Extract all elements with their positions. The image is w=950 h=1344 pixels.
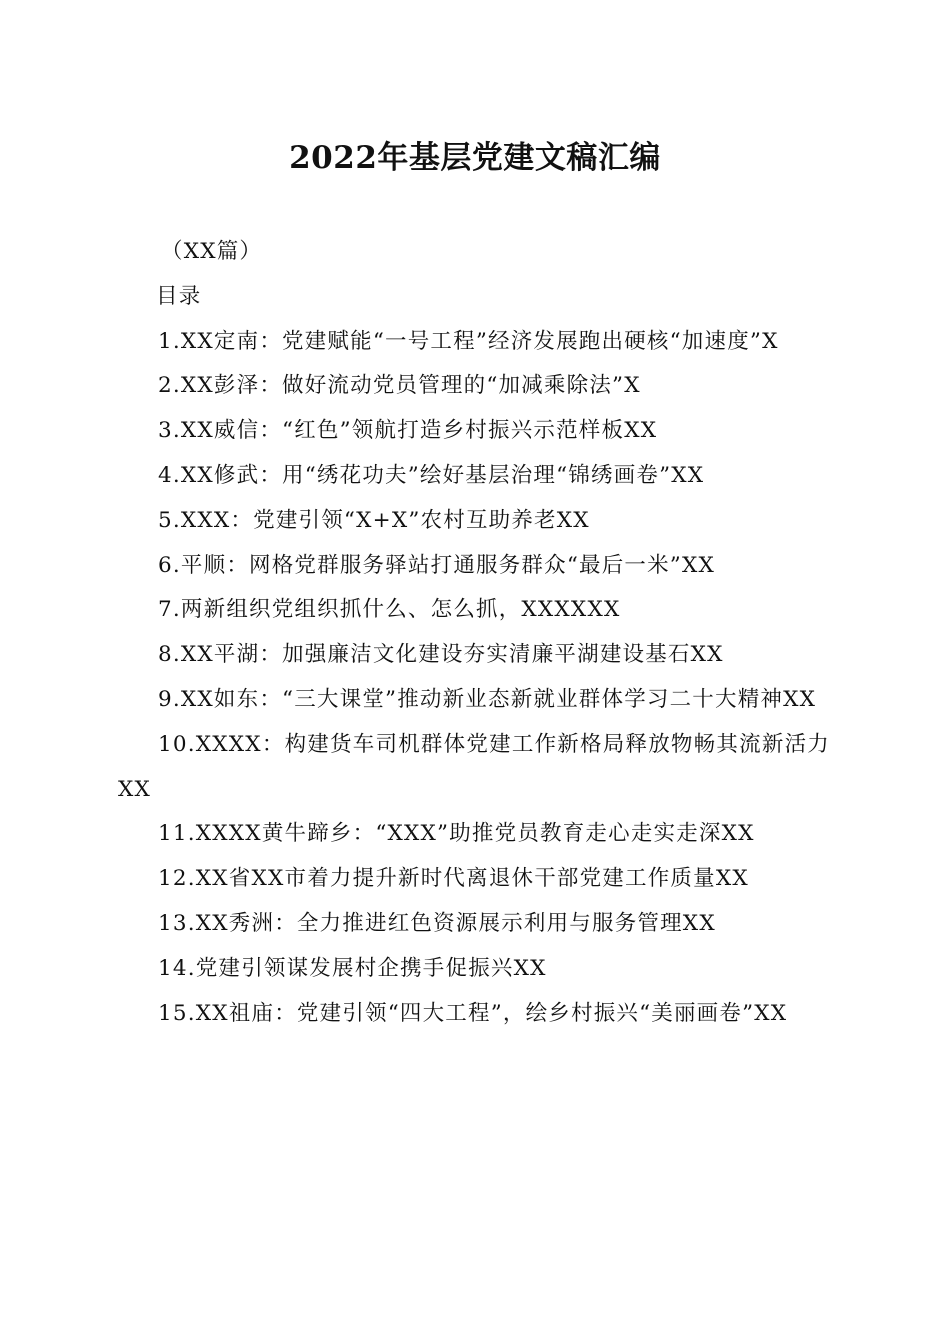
toc-item: 3.XX威信：“红色”领航打造乡村振兴示范样板XX [158,418,658,444]
toc-item: 5.XXX：党建引领“X+X”农村互助养老XX [158,507,590,533]
toc-item: 1.XX定南：党建赋能“一号工程”经济发展跑出硬核“加速度”X [158,328,779,354]
toc-item: 12.XX省XX市着力提升新时代离退休干部党建工作质量XX [158,866,749,892]
toc-item: 8.XX平湖：加强廉洁文化建设夯实清廉平湖建设基石XX [158,642,724,668]
toc-item: 10.XXXX：构建货车司机群体党建工作新格局释放物畅其流新活力XX [118,731,830,802]
toc-item: 6.平顺：网格党群服务驿站打通服务群众“最后一米”XX [158,552,716,578]
toc-item: 4.XX修武：用“绣花功夫”绘好基层治理“锦绣画卷”XX [158,462,705,488]
document-body [118,230,830,1036]
toc-item: 7.两新组织党组织抓什么、怎么抓，XXXXXX [158,597,621,623]
toc-item: 15.XX祖庙：党建引领“四大工程”，绘乡村振兴“美丽画卷”XX [158,1000,788,1026]
toc-list [118,320,830,1037]
toc-item: 9.XX如东：“三大课堂”推动新业态新就业群体学习二十大精神XX [158,686,817,712]
document-title: 2022年基层党建文稿汇编 [289,140,661,176]
toc-item: 2.XX彭泽：做好流动党员管理的“加减乘除法”X [158,373,641,399]
toc-item: 11.XXXX黄牛蹄乡：“XXX”助推党员教育走心走实走深XX [158,821,755,847]
document-subtitle: （XX篇） [161,239,263,264]
toc-heading: 目录 [156,283,202,309]
toc-item: 13.XX秀洲：全力推进红色资源展示利用与服务管理XX [158,910,716,936]
toc-item: 14.党建引领谋发展村企携手促振兴XX [158,955,547,981]
